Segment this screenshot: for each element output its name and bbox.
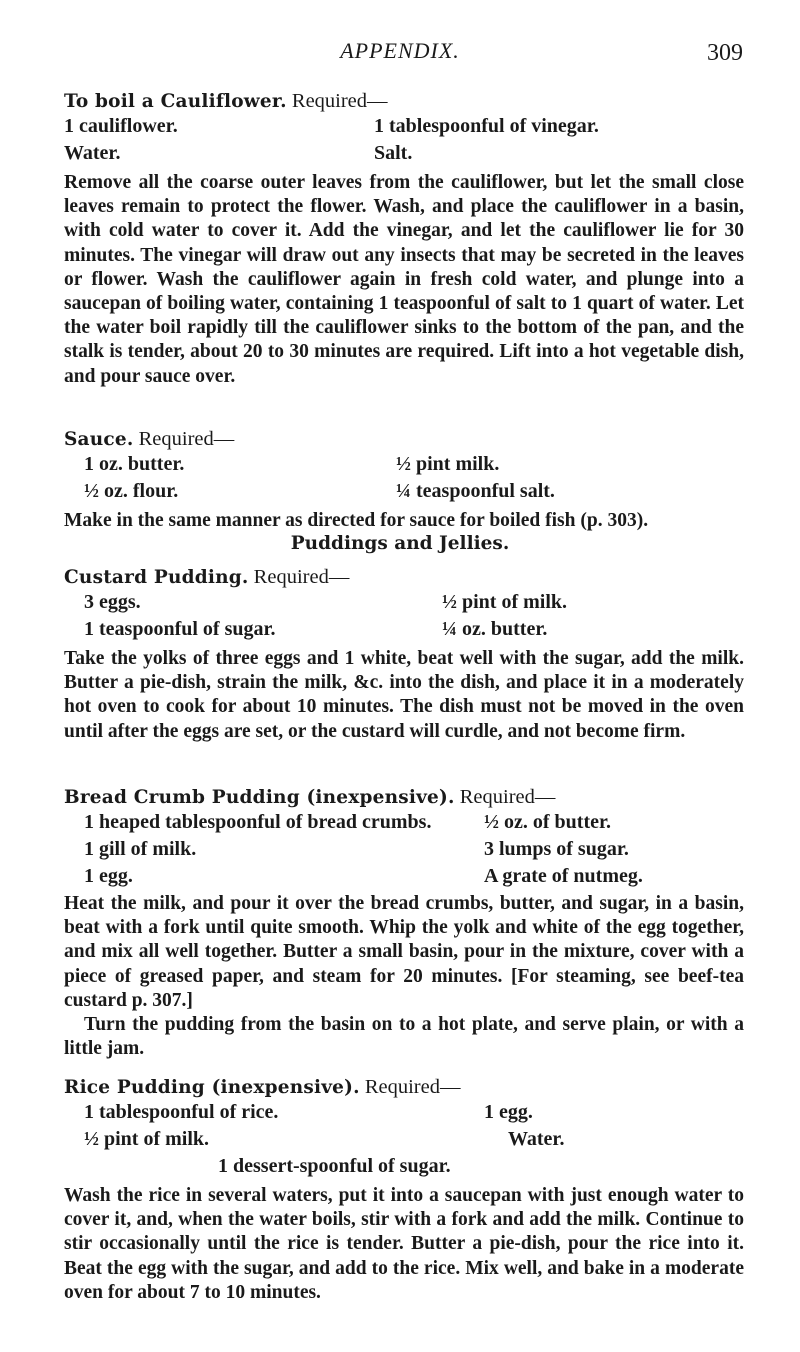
ingredient: 1 heaped tablespoonful of bread crumbs. <box>84 811 432 833</box>
page-number: 309 <box>707 40 743 66</box>
ingredient: Water. <box>508 1128 565 1150</box>
section-title: Puddings and Jellies. <box>290 533 510 554</box>
recipe-method-continued: Turn the pudding from the basin on to a hot plate, and serve plain, or with a little jam. <box>64 1014 744 1060</box>
ingredient: 3 lumps of sugar. <box>484 838 629 860</box>
ingredient-row <box>64 453 744 480</box>
ingredient-row <box>64 142 744 169</box>
ingredient: ½ pint of milk. <box>442 591 568 613</box>
running-head: APPENDIX. <box>340 38 460 63</box>
ingredient: ½ pint of milk. <box>84 1128 210 1150</box>
ingredient: ½ oz. of butter. <box>484 811 612 833</box>
recipe-heading <box>64 784 744 811</box>
recipe-method: Heat the milk, and pour it over the bread crumbs, butter, and sugar, in a basin, beat with a fork until quite smooth. Whip the yolk and white of the egg together, and mix all well together. Butter a small basin, pour in the mixture, cover with a piece of greased paper, and steam for 20 minutes. [For steaming, see beef-tea custard p. 307.] <box>64 893 744 1011</box>
ingredient: 1 egg. <box>484 1101 533 1123</box>
ingredient-row <box>64 618 744 645</box>
ingredient: 1 dessert-spoonful of sugar. <box>218 1155 451 1177</box>
required-label: Required— <box>459 786 556 808</box>
recipe-sauce <box>64 426 744 533</box>
ingredient: ½ oz. flour. <box>84 480 179 502</box>
recipe-title: Custard Pudding. <box>64 567 249 588</box>
recipe-method: Remove all the coarse outer leaves from the cauliflower, but let the small close leaves remain to protect the flower. Wash, and place the cauliflower in a basin, with cold water to cover it. Add the vinegar, and let the cauliflower lie for 30 minutes. The vinegar will draw out any insects that may be secreted in the leaves or flower. Wash the cauliflower again in fresh cold water, and plunge into a saucepan of boiling water, containing 1 teaspoonful of salt to 1 quart of water. Let the water boil rapidly till the cauliflower sinks to the bottom of the pan, and the stalk is tender, about 20 to 30 minutes are required. Lift into a hot vegetable dish, and pour sauce over. <box>64 172 744 387</box>
recipe-title: To boil a Cauliflower. <box>64 91 287 112</box>
ingredient-row <box>64 480 744 507</box>
ingredient-row <box>64 115 744 142</box>
ingredient-row <box>64 865 744 892</box>
ingredient-row <box>64 838 744 865</box>
ingredient: 1 tablespoonful of vinegar. <box>374 115 599 137</box>
recipe-custard <box>64 564 744 744</box>
ingredient: 1 oz. butter. <box>84 453 185 475</box>
ingredient: 1 tablespoonful of rice. <box>84 1101 279 1123</box>
recipe-title: Sauce. <box>64 429 134 450</box>
ingredient: 1 teaspoonful of sugar. <box>84 618 276 640</box>
ingredient-row <box>64 1101 744 1128</box>
required-label: Required— <box>364 1076 461 1098</box>
recipe-heading <box>64 88 744 115</box>
ingredient: 3 eggs. <box>84 591 141 613</box>
ingredient: ¼ teaspoonful salt. <box>396 480 555 502</box>
recipe-heading <box>64 564 744 591</box>
recipe-heading <box>64 426 744 453</box>
ingredient: Salt. <box>374 142 413 164</box>
recipe-heading <box>64 1074 744 1101</box>
required-label: Required— <box>253 566 350 588</box>
required-label: Required— <box>291 90 388 112</box>
recipe-title: Bread Crumb Pudding (inexpensive). <box>64 787 455 808</box>
recipe-bread-crumb <box>64 784 744 1061</box>
ingredient-row <box>64 1128 744 1155</box>
ingredient: 1 gill of milk. <box>84 838 197 860</box>
recipe-title: Rice Pudding (inexpensive). <box>64 1077 360 1098</box>
required-label: Required— <box>138 428 235 450</box>
recipe-rice <box>64 1074 744 1305</box>
ingredient: Water. <box>64 142 121 164</box>
ingredient: A grate of nutmeg. <box>484 865 643 887</box>
ingredient-row <box>64 811 744 838</box>
ingredient-row <box>64 591 744 618</box>
ingredient: ¼ oz. butter. <box>442 618 548 640</box>
ingredient: 1 egg. <box>84 865 133 887</box>
ingredient: ½ pint milk. <box>396 453 500 475</box>
ingredient-row <box>64 1155 744 1182</box>
ingredient: 1 cauliflower. <box>64 115 178 137</box>
recipe-method: Make in the same manner as directed for sauce for boiled fish (p. 303). <box>64 510 649 531</box>
recipe-method: Wash the rice in several waters, put it into a saucepan with just enough water to cover it, and, when the water boils, stir with a fork and add the milk. Continue to stir occasionally until the rice is tender. Butter a pie-dish, pour the rice into it. Beat the egg with the sugar, and add to the rice. Mix well, and bake in a moderate oven for about 7 to 10 minutes. <box>64 1185 744 1303</box>
recipe-cauliflower <box>64 88 744 389</box>
recipe-method: Take the yolks of three eggs and 1 white, beat well with the sugar, add the milk. Butter a pie-dish, strain the milk, &c. into the dish, and place it in a moderately hot oven to cook for about 10 minutes. The dish must not be moved in the oven until after the eggs are set, or the custard will curdle, and not become firm. <box>64 648 744 742</box>
